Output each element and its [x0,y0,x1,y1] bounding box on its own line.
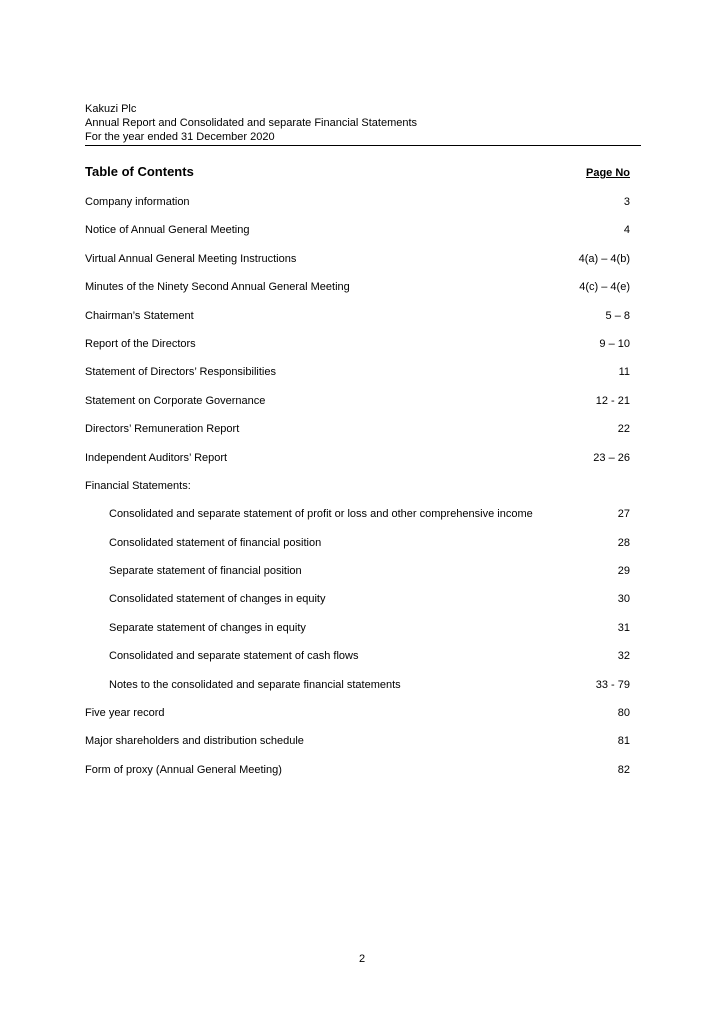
toc-entry-page: 27 [617,508,630,521]
toc-entry-label: Directors’ Remuneration Report [85,423,240,436]
toc-entry-label: Independent Auditors’ Report [85,451,228,464]
toc-entry-label: Form of proxy (Annual General Meeting) [85,763,282,776]
toc-entry-label: Statement on Corporate Governance [85,394,266,407]
company-name: Kakuzi Plc [85,103,137,115]
toc-entry [85,536,630,564]
report-title: Annual Report and Consolidated and separate Financial Statements [85,117,418,129]
toc-entry-label: Consolidated and separate statement of cash flows [109,650,359,663]
toc-entry-page: 28 [617,536,630,549]
toc-page-heading: Page No [585,167,630,179]
toc-entry-label: Statement of Directors’ Responsibilities [85,366,276,379]
toc-entry [85,422,630,450]
toc-entry-label: Major shareholders and distribution schedule [85,735,304,748]
toc-entry-page: 11 [618,366,630,379]
toc-entry-page: 5 – 8 [605,309,630,322]
toc-entry [85,564,630,592]
toc-entry [85,734,630,762]
toc-entry [85,337,630,365]
toc-entry-page: 33 - 79 [595,678,630,691]
toc-entry-page: 82 [617,763,630,776]
document-header [85,102,641,144]
toc-entry-page: 4 [623,224,630,237]
toc-entry-label: Consolidated statement of financial position [109,536,322,549]
toc-entry [85,706,630,734]
toc-entry-page: 22 [617,423,630,436]
toc-entry-label: Report of the Directors [85,337,196,350]
toc-entry-page: 4(a) – 4(b) [578,252,630,265]
toc-entry-label: Five year record [85,707,165,720]
report-period: For the year ended 31 December 2020 [85,131,275,143]
toc-entry-page: 29 [617,565,630,578]
toc-entry-label: Consolidated statement of changes in equity [109,593,326,606]
toc-entry-label: Company information [85,196,190,208]
toc-entry [85,763,630,791]
toc-entry-page: 32 [617,650,630,663]
toc-entry-page: 81 [617,735,630,748]
toc-list [85,195,630,791]
toc-entry [85,195,630,223]
toc-entry [85,394,630,422]
toc-entry-page: 80 [617,707,630,720]
toc-entry-page: 12 - 21 [595,394,630,407]
toc-entry-label: Chairman’s Statement [85,309,194,322]
toc-entry [85,223,630,251]
toc-entry-label: Minutes of the Ninety Second Annual General Meeting [85,281,350,294]
toc-entry [85,451,630,479]
toc-entry-page: 3 [623,196,630,208]
toc-entry-page: 4(c) – 4(e) [579,281,630,294]
toc-entry [85,621,630,649]
toc-title: Table of Contents [85,164,194,179]
toc-entry-label: Notice of Annual General Meeting [85,224,250,237]
toc-entry-label: Consolidated and separate statement of profit or loss and other comprehensive income [109,508,533,521]
toc-entry [85,280,630,308]
toc-entry-label: Separate statement of financial position [109,565,302,578]
toc-entry [85,252,630,280]
toc-entry-page: 31 [617,621,630,634]
toc-entry-page: 23 – 26 [593,451,630,464]
toc-entry [85,592,630,620]
header-divider [85,145,641,146]
toc-entry [85,507,630,535]
toc-entry-page: 9 – 10 [599,337,630,350]
toc-entry [85,479,630,507]
toc-entry [85,678,630,706]
toc-entry [85,649,630,677]
toc-entry-label: Financial Statements: [85,479,191,492]
toc-entry-label: Notes to the consolidated and separate financial statements [109,678,401,691]
toc-entry-label: Virtual Annual General Meeting Instructions [85,252,297,265]
toc-entry [85,365,630,393]
toc-entry-label: Separate statement of changes in equity [109,621,306,634]
toc-entry-page: 30 [617,593,630,606]
toc-entry [85,309,630,337]
page-number: 2 [358,953,366,965]
